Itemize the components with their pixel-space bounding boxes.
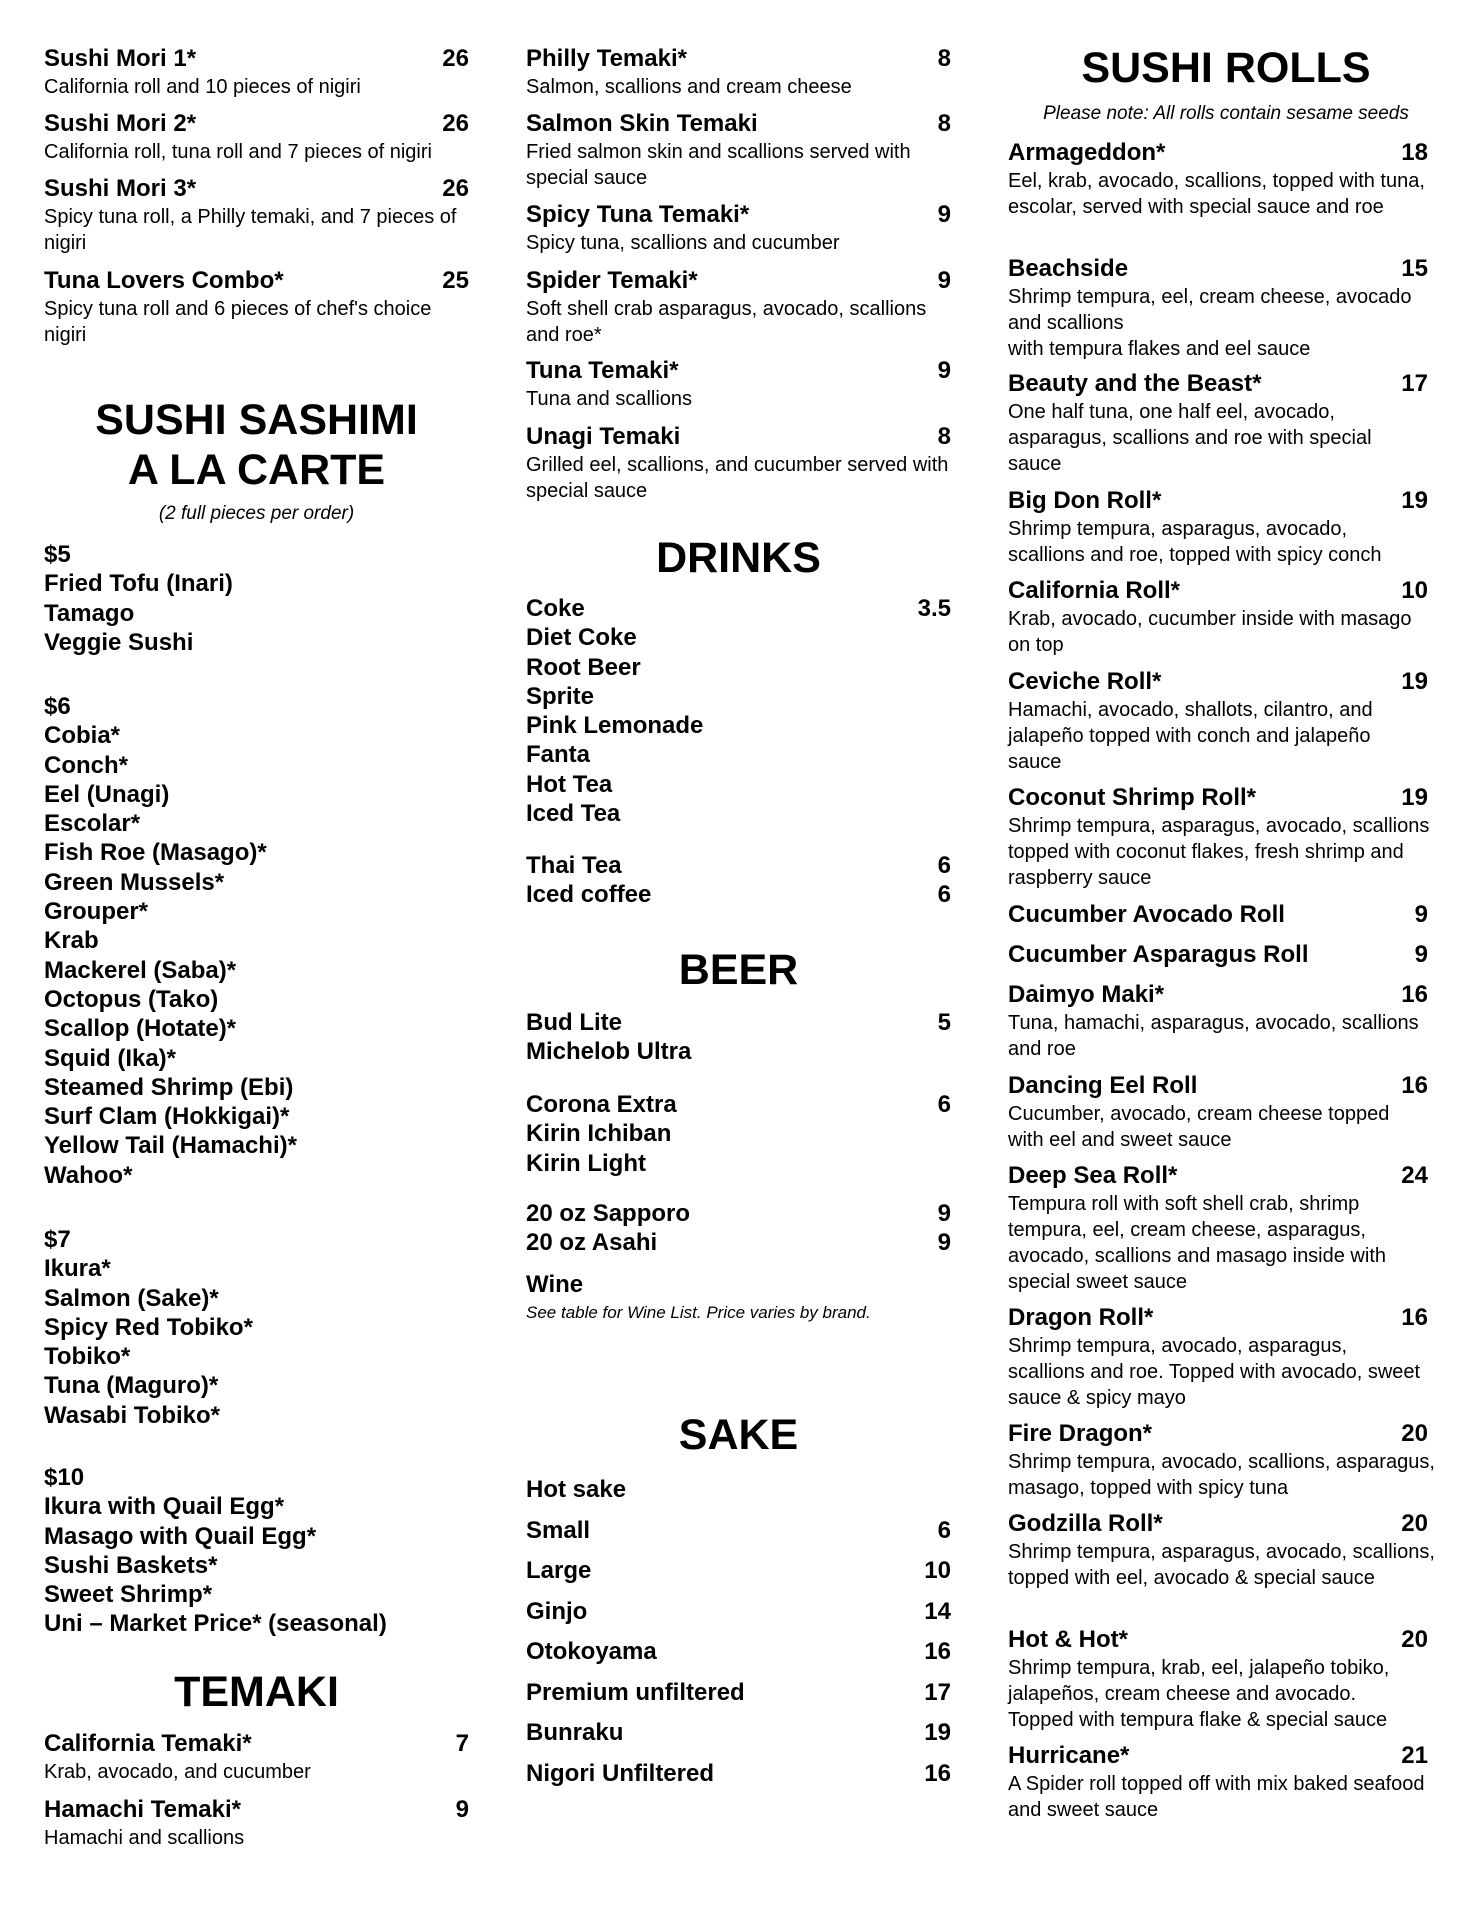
- item-price: 21: [1401, 1742, 1428, 1769]
- list-item: Hot Tea: [526, 770, 613, 798]
- list-item: Tobiko*: [44, 1343, 131, 1371]
- list-item: Eel (Unagi): [44, 780, 170, 808]
- item-price: 17: [1401, 370, 1428, 397]
- item-description: Tempura roll with soft shell crab, shrimp tempura, eel, cream cheese, asparagus, avocado, scallions and masago inside with special sweet sauce: [1008, 1193, 1386, 1293]
- item-price: 6: [937, 852, 951, 879]
- menu-item: [526, 266, 951, 348]
- item-description: Soft shell crab asparagus, avocado, scallions and roe*: [526, 298, 927, 346]
- price-group: [44, 1463, 469, 1639]
- menu-item: [44, 174, 469, 256]
- menu-item: [526, 109, 951, 191]
- menu-item: [1008, 940, 1428, 970]
- section-title-sashimi: SUSHI SASHIMI A LA CARTE: [95, 396, 418, 494]
- item-name: Deep Sea Roll*: [1008, 1162, 1178, 1189]
- item-description: Salmon, scallions and cream cheese: [526, 76, 852, 98]
- item-price: 26: [442, 110, 469, 137]
- menu-item: [1008, 1071, 1428, 1153]
- list-item: Premium unfiltered 17: [526, 1678, 951, 1706]
- list-item: Root Beer: [526, 653, 641, 681]
- item-name: Ceviche Roll*: [1008, 668, 1162, 695]
- list-item: Sweet Shrimp*: [44, 1581, 213, 1609]
- menu-item: [1008, 900, 1428, 930]
- item-name: Armageddon*: [1008, 139, 1166, 166]
- item-description: Shrimp tempura, asparagus, avocado, scallions topped with coconut flakes, fresh shrimp and raspberry sauce: [1008, 815, 1430, 889]
- item-price: 18: [1401, 139, 1428, 166]
- item-description: Spicy tuna roll, a Philly temaki, and 7 pieces of nigiri: [44, 206, 457, 254]
- group-price: $7: [44, 1226, 71, 1253]
- list-item: Fanta: [526, 741, 591, 769]
- menu-item: [1008, 1741, 1428, 1823]
- item-description: Cucumber, avocado, cream cheese topped with eel and sweet sauce: [1008, 1103, 1390, 1151]
- menu-item: [44, 266, 469, 348]
- list-item: Bunraku 19: [526, 1719, 951, 1746]
- item-name: Tuna Temaki*: [526, 357, 679, 384]
- beer-group: [526, 1090, 951, 1178]
- item-price: 20: [1401, 1420, 1428, 1447]
- list-item: Mackerel (Saba)*: [44, 956, 237, 984]
- price-group: [44, 1225, 469, 1430]
- menu-item: [1008, 980, 1428, 1062]
- list-item: Green Mussels*: [44, 868, 225, 896]
- list-item: Masago with Quail Egg*: [44, 1522, 317, 1550]
- item-price: 8: [937, 423, 951, 450]
- item-price: 6: [937, 881, 951, 909]
- item-price: 7: [455, 1730, 469, 1757]
- item-description: Krab, avocado, and cucumber: [44, 1761, 311, 1783]
- list-item: 20 oz Sapporo: [526, 1200, 691, 1227]
- soft-drinks-group: [526, 594, 951, 828]
- item-price: 20: [1401, 1510, 1428, 1537]
- item-description: Shrimp tempura, avocado, scallions, asparagus, masago, topped with spicy tuna: [1008, 1451, 1435, 1499]
- item-name: Daimyo Maki*: [1008, 981, 1165, 1008]
- list-item: Michelob Ultra: [526, 1038, 692, 1066]
- menu-item: [1008, 1161, 1428, 1295]
- menu-item: [44, 1729, 469, 1785]
- list-item: Diet Coke: [526, 624, 637, 652]
- item-price: 9: [937, 357, 951, 384]
- other-drinks-group: [526, 851, 951, 910]
- item-description: Fried salmon skin and scallions served with special sauce: [526, 141, 911, 189]
- list-item: Fried Tofu (Inari): [44, 570, 233, 598]
- item-description: Shrimp tempura, avocado, asparagus, scallions and roe. Topped with avocado, sweet sauce & spicy mayo: [1008, 1335, 1421, 1409]
- wine-label: Wine: [526, 1271, 584, 1298]
- item-name: California Temaki*: [44, 1730, 252, 1757]
- section-title-beer: BEER: [678, 946, 799, 994]
- item-name: Sushi Mori 2*: [44, 110, 197, 137]
- menu-item: [1008, 369, 1428, 477]
- item-description: Krab, avocado, cucumber inside with masago on top: [1008, 608, 1412, 656]
- item-price: 26: [442, 175, 469, 202]
- list-item: Grouper*: [44, 898, 149, 926]
- item-name: Cucumber Avocado Roll: [1008, 901, 1285, 928]
- list-item: Wahoo*: [44, 1161, 133, 1189]
- list-item: Ikura with Quail Egg*: [44, 1493, 285, 1521]
- group-price: $10: [44, 1464, 85, 1491]
- list-item: Ikura*: [44, 1255, 111, 1283]
- item-price: 8: [937, 45, 951, 72]
- list-item: Large 10: [526, 1557, 951, 1584]
- item-description: Tuna, hamachi, asparagus, avocado, scallions and roe: [1008, 1012, 1419, 1060]
- item-name: Coconut Shrimp Roll*: [1008, 784, 1256, 811]
- item-description: California roll, tuna roll and 7 pieces of nigiri: [44, 141, 432, 163]
- item-name: Dancing Eel Roll: [1008, 1072, 1198, 1099]
- item-name: Sushi Mori 3*: [44, 175, 197, 202]
- item-name: Beachside: [1008, 255, 1129, 282]
- list-item: Octopus (Tako): [44, 985, 219, 1013]
- menu-item: [1008, 667, 1428, 775]
- menu-item: [44, 109, 469, 165]
- item-price: 24: [1401, 1162, 1428, 1189]
- item-name: Tuna Lovers Combo*: [44, 267, 284, 294]
- menu-item: [44, 1795, 469, 1851]
- list-item: Uni – Market Price* (seasonal): [44, 1610, 387, 1638]
- price-group: [44, 692, 469, 1190]
- list-item: Pink Lemonade: [526, 712, 704, 740]
- item-price: 9: [937, 1200, 951, 1227]
- menu-item: [1008, 486, 1428, 568]
- item-description: Eel, krab, avocado, scallions, topped with tuna, escolar, served with special sauce and roe: [1008, 170, 1425, 218]
- list-item: Kirin Ichiban: [526, 1120, 672, 1148]
- section-title-sake: SAKE: [678, 1411, 799, 1459]
- menu-item: [526, 356, 951, 412]
- list-item: Bud Lite: [526, 1009, 622, 1036]
- section-note: (2 full pieces per order): [158, 503, 355, 524]
- list-item: Small 6: [526, 1516, 951, 1544]
- menu-item: [526, 200, 951, 256]
- item-price: 9: [937, 201, 951, 228]
- list-item: Squid (Ika)*: [44, 1044, 177, 1072]
- item-price: 9: [937, 1229, 951, 1257]
- item-name: Hamachi Temaki*: [44, 1796, 241, 1823]
- item-name: Dragon Roll*: [1008, 1304, 1154, 1331]
- list-item: Conch*: [44, 751, 128, 779]
- item-description: Shrimp tempura, asparagus, avocado, scallions and roe, topped with spicy conch: [1008, 518, 1382, 566]
- sake-subtitle: Hot sake: [526, 1476, 627, 1503]
- item-price: 25: [442, 267, 469, 294]
- item-name: Philly Temaki*: [526, 45, 687, 72]
- item-name: Big Don Roll*: [1008, 487, 1162, 514]
- list-item: Nigori Unfiltered 16: [526, 1759, 951, 1787]
- menu-item: [1008, 1509, 1444, 1591]
- item-price: 16: [1401, 1304, 1428, 1331]
- item-description: One half tuna, one half eel, avocado, asparagus, scallions and roe with special sauce: [1008, 401, 1372, 475]
- section-title-temaki: TEMAKI: [174, 1668, 339, 1716]
- item-name: California Roll*: [1008, 577, 1181, 604]
- group-price: 6: [937, 1091, 951, 1118]
- menu-item: [526, 422, 951, 504]
- list-item: Krab: [44, 927, 99, 955]
- list-item: Sprite: [526, 682, 595, 710]
- item-price: 9: [1414, 901, 1428, 928]
- item-name: Cucumber Asparagus Roll: [1008, 941, 1309, 968]
- list-item: 20 oz Asahi: [526, 1229, 658, 1257]
- list-item: Tuna (Maguro)*: [44, 1372, 219, 1400]
- item-description: Shrimp tempura, krab, eel, jalapeño tobiko, jalapeños, cream cheese and avocado. Topped with tempura flake & special sauce: [1008, 1657, 1390, 1731]
- list-item: Escolar*: [44, 810, 141, 838]
- menu-item: [1008, 1625, 1444, 1733]
- list-item: Scallop (Hotate)*: [44, 1015, 237, 1043]
- price-group: [44, 540, 469, 657]
- list-item: Ginjo 14: [526, 1597, 951, 1625]
- list-item: Sushi Baskets*: [44, 1551, 218, 1579]
- list-item: Otokoyama 16: [526, 1638, 951, 1665]
- group-price: $6: [44, 693, 71, 720]
- wine-note: See table for Wine List. Price varies by brand.: [526, 1303, 871, 1323]
- item-name: Fire Dragon*: [1008, 1420, 1153, 1447]
- item-description: Hamachi, avocado, shallots, cilantro, and jalapeño topped with conch and jalapeño sauce: [1008, 699, 1373, 773]
- sake-list: [526, 1470, 951, 1794]
- item-name: Spider Temaki*: [526, 267, 698, 294]
- item-description: Spicy tuna, scallions and cucumber: [526, 232, 840, 254]
- beer-group: [526, 1008, 951, 1067]
- item-price: 16: [1401, 1072, 1428, 1099]
- menu-item: [526, 44, 951, 100]
- large-beer-group: [526, 1199, 951, 1258]
- list-item: Wasabi Tobiko*: [44, 1401, 221, 1429]
- list-item: Salmon (Sake)*: [44, 1284, 219, 1312]
- menu-item: [1008, 783, 1444, 891]
- list-item: Thai Tea: [526, 852, 622, 879]
- item-price: 26: [442, 45, 469, 72]
- item-price: 9: [937, 267, 951, 294]
- group-price: 5: [937, 1009, 951, 1036]
- list-item: Spicy Red Tobiko*: [44, 1313, 253, 1341]
- item-name: Unagi Temaki: [526, 423, 681, 450]
- item-description: Shrimp tempura, eel, cream cheese, avocado and scallions with tempura flakes and eel sauce: [1008, 286, 1412, 360]
- item-description: Tuna and scallions: [526, 388, 693, 410]
- menu-item: [1008, 254, 1428, 362]
- list-item: Corona Extra: [526, 1091, 677, 1118]
- group-price: 3.5: [917, 595, 951, 622]
- item-name: Salmon Skin Temaki: [526, 110, 758, 137]
- group-price: $5: [44, 541, 71, 568]
- menu-item: [44, 44, 469, 100]
- item-description: Grilled eel, scallions, and cucumber served with special sauce: [526, 454, 949, 502]
- list-item: Tamago: [44, 599, 135, 627]
- list-item: Kirin Light: [526, 1149, 646, 1177]
- item-name: Hot & Hot*: [1008, 1626, 1128, 1653]
- item-price: 19: [1401, 784, 1428, 811]
- item-price: 9: [1414, 941, 1428, 968]
- item-price: 9: [455, 1796, 469, 1823]
- item-price: 15: [1401, 255, 1428, 282]
- section-note: Please note: All rolls contain sesame seeds: [1043, 103, 1409, 124]
- menu-item: [1008, 576, 1428, 658]
- item-description: Hamachi and scallions: [44, 1827, 245, 1849]
- item-price: 19: [1401, 487, 1428, 514]
- list-item: Iced coffee: [526, 881, 652, 909]
- list-item: Yellow Tail (Hamachi)*: [44, 1132, 297, 1160]
- list-item: Coke: [526, 595, 585, 622]
- menu-item: [1008, 1419, 1444, 1501]
- section-title-rolls: SUSHI ROLLS: [1081, 44, 1371, 92]
- item-description: Shrimp tempura, asparagus, avocado, scallions, topped with eel, avocado & special sauce: [1008, 1541, 1435, 1589]
- section-title-drinks: DRINKS: [656, 534, 821, 582]
- item-name: Godzilla Roll*: [1008, 1510, 1163, 1537]
- item-description: Spicy tuna roll and 6 pieces of chef's choice nigiri: [44, 298, 432, 346]
- menu-item: [1008, 1303, 1428, 1411]
- item-name: Hurricane*: [1008, 1742, 1130, 1769]
- list-item: Veggie Sushi: [44, 628, 194, 656]
- item-price: 16: [1401, 981, 1428, 1008]
- item-price: 10: [1401, 577, 1428, 604]
- list-item: Fish Roe (Masago)*: [44, 839, 267, 867]
- list-item: Steamed Shrimp (Ebi): [44, 1073, 294, 1101]
- item-price: 20: [1401, 1626, 1428, 1653]
- item-name: Beauty and the Beast*: [1008, 370, 1262, 397]
- menu-item: [1008, 138, 1428, 220]
- item-description: A Spider roll topped off with mix baked seafood and sweet sauce: [1008, 1773, 1425, 1821]
- item-price: 8: [937, 110, 951, 137]
- list-item: Iced Tea: [526, 800, 621, 828]
- item-description: California roll and 10 pieces of nigiri: [44, 76, 361, 98]
- list-item: Cobia*: [44, 722, 121, 750]
- list-item: Surf Clam (Hokkigai)*: [44, 1103, 290, 1131]
- item-name: Spicy Tuna Temaki*: [526, 201, 750, 228]
- wine-block: [526, 1270, 951, 1325]
- item-name: Sushi Mori 1*: [44, 45, 197, 72]
- item-price: 19: [1401, 668, 1428, 695]
